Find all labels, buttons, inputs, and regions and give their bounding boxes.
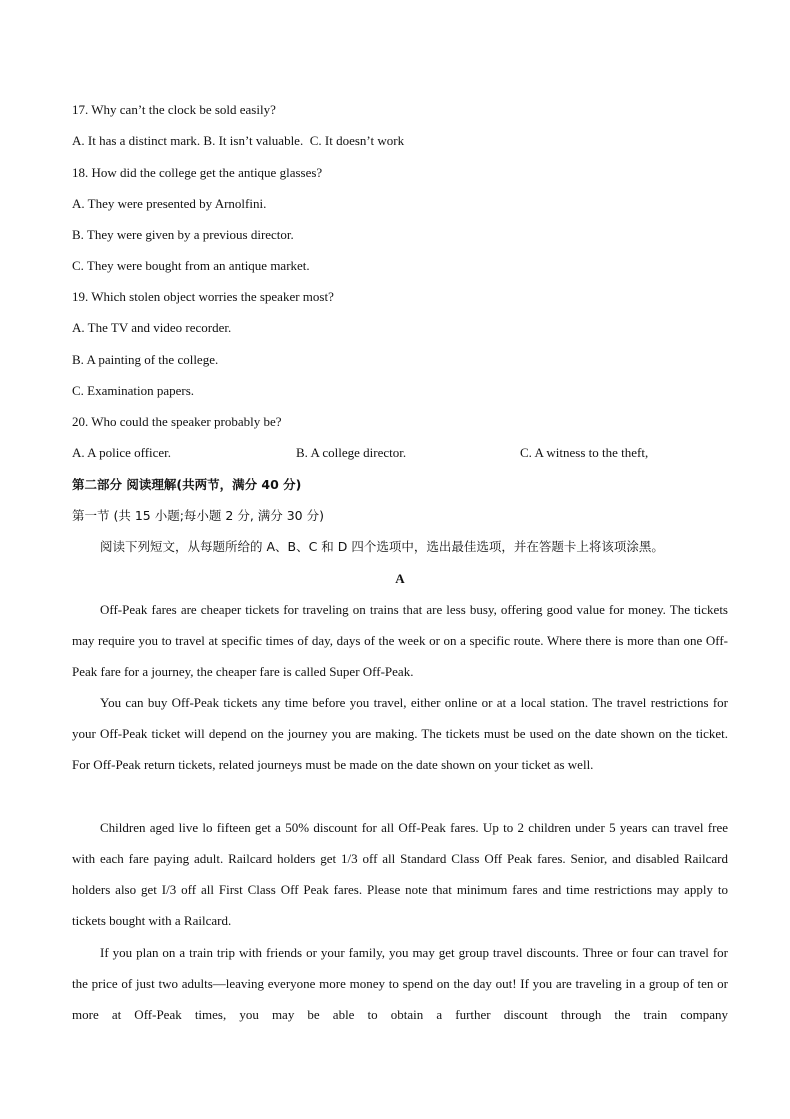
question-18-stem: 18. How did the college get the antique glasses? [72,165,323,180]
question-18-option-c: C. They were bought from an antique market. [72,258,310,273]
passage-label: A [395,571,405,586]
question-20-stem: 20. Who could the speaker probably be? [72,414,282,429]
question-20-option-b: B. A college director. [296,445,407,460]
passage-paragraph-2: You can buy Off-Peak tickets any time before you travel, either online or at a local station. The travel restrictions for your Off-Peak ticket will depend on the journey you are making. The tickets must be used on the date shown on the ticket. For Off-Peak return tickets, related journeys must be made on the date shown on your ticket as well. [72,695,728,772]
question-17-stem: 17. Why can’t the clock be sold easily? [72,102,276,117]
section-heading: 第一节 (共 15 小题;每小题 2 分, 满分 30 分) [72,508,324,523]
question-17-option-c: C. It doesn’t work [309,133,405,148]
question-19-stem: 19. Which stolen object worries the speaker most? [72,289,334,304]
question-20-option-c: C. A witness to the theft, [520,445,649,460]
passage-paragraph-1: Off-Peak fares are cheaper tickets for traveling on trains that are less busy, offering good value for money. The tickets may require you to travel at specific times of day, days of the week or on a specific route. Where there is more than one Off-Peak fare for a journey, the cheaper fare is called Super Off-Peak. [72,602,728,679]
question-20-options [72,445,732,461]
question-20-option-a: A. A police officer. [72,445,172,460]
question-18-option-a: A. They were presented by Arnolfini. [72,196,267,211]
question-17-option-a: A. It has a distinct mark. [72,133,201,148]
passage-paragraph-3: Children aged live lo fifteen get a 50% discount for all Off-Peak fares. Up to 2 children under 5 years can travel free with each fare paying adult. Railcard holders get 1/3 off all Standard Class Off Peak fares. Senior, and disabled Railcard holders also get I/3 off all First Class Off Peak fares. Please note that minimum fares and time restrictions may apply to tickets bought with a Railcard. [72,820,728,928]
part-heading: 第二部分 阅读理解(共两节，满分 40 分) [72,477,302,492]
question-17-option-b: B. It isn’t valuable. [203,133,304,148]
question-19-option-c: C. Examination papers. [72,383,195,398]
question-18-option-b: B. They were given by a previous director. [72,227,294,242]
question-19-option-a: A. The TV and video recorder. [72,320,232,335]
question-19-option-b: B. A painting of the college. [72,352,219,367]
question-17-options [72,133,404,149]
passage-paragraph-4: If you plan on a train trip with friends or your family, you may get group travel discounts. Three or four can travel for the price of just two adults—leaving everyone more money to spend on the day out! If you are traveling in a group of ten or more at Off-Peak times, you may be able to obtain a further discount through the train company [72,945,728,1022]
directions: 阅读下列短文，从每题所给的 A、B、C 和 D 四个选项中，选出最佳选项，并在答题卡上将该项涂黑。 [100,539,664,554]
